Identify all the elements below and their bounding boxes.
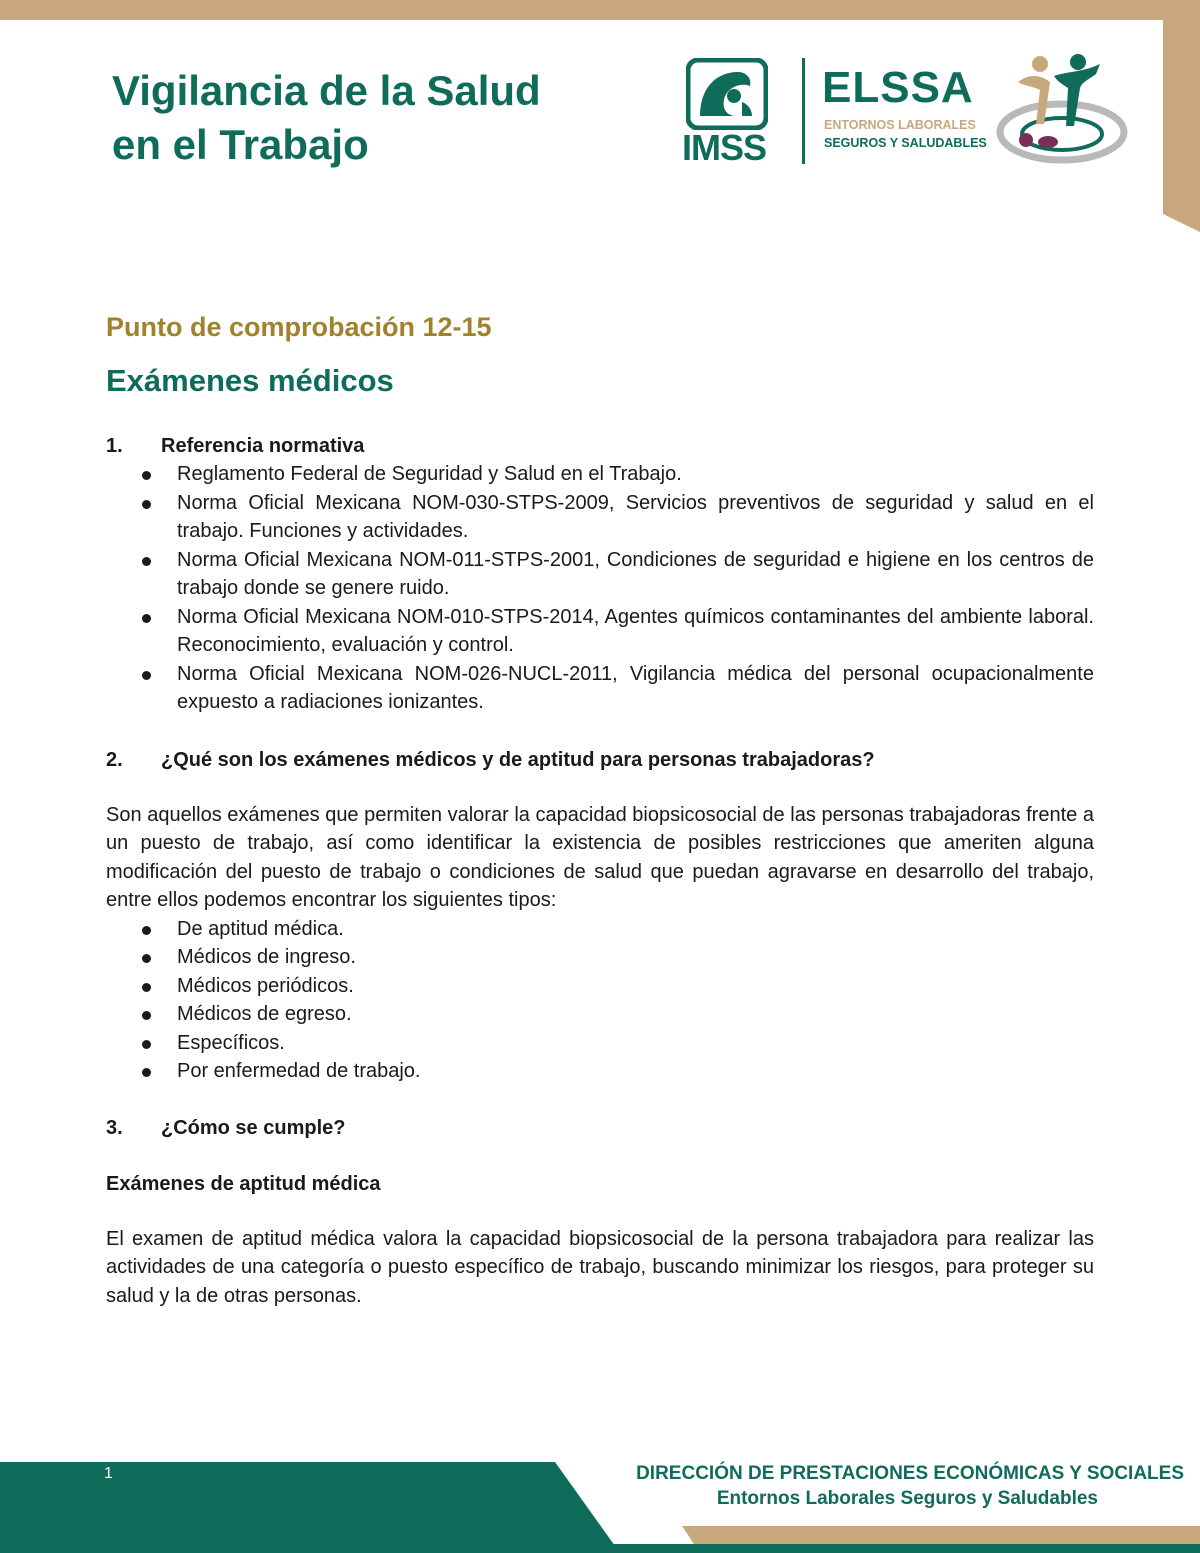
list-item: De aptitud médica. xyxy=(106,915,1094,944)
section-3-number: 3. xyxy=(106,1116,123,1139)
elssa-logo-text: ELSSA xyxy=(822,63,974,112)
section-3-paragraph: El examen de aptitud médica valora la capacidad biopsicosocial de la persona trabajadora para realizar las actividades de una categoría o puesto específico de trabajo, buscando minimizar los riesgos, para proteger su salud y la de otras personas. xyxy=(106,1227,1094,1307)
list-item: Médicos de ingreso. xyxy=(106,943,1094,972)
list-item: Norma Oficial Mexicana NOM-030-STPS-2009, Servicios preventivos de seguridad y salud en el trabajo. Funciones y actividades. xyxy=(106,489,1094,546)
section-3-heading xyxy=(106,1114,1094,1142)
list-item: Norma Oficial Mexicana NOM-011-STPS-2001, Condiciones de seguridad e higiene en los centros de trabajo donde se genere ruido. xyxy=(106,546,1094,603)
footer-program: Entornos Laborales Seguros y Saludables xyxy=(716,1488,1098,1509)
list-item: Médicos de egreso. xyxy=(106,1000,1094,1029)
section-1-number: 1. xyxy=(106,435,123,457)
section-2-paragraph: Son aquellos exámenes que permiten valorar la capacidad biopsicosocial de las personas trabajadoras frente a un puesto de trabajo, así como identificar la existencia de posibles restricciones que ameriten alguna modificación del puesto de trabajo o condiciones de salud que puedan agravarse en desarrollo del trabajo, entre ellos podemos encontrar los siguientes tipos: xyxy=(106,803,1094,911)
topic-title: Exámenes médicos xyxy=(106,363,394,398)
section-3-subheading: Exámenes de aptitud médica xyxy=(106,1172,381,1195)
section-2-title: ¿Qué son los exámenes médicos y de aptitud para personas trabajadoras? xyxy=(161,748,875,771)
page-footer xyxy=(0,1440,1200,1553)
elssa-tagline-2: SEGUROS Y SALUDABLES xyxy=(824,136,987,150)
footer-organization: DIRECCIÓN DE PRESTACIONES ECONÓMICAS Y SOCIALES xyxy=(636,1463,1184,1484)
list-item: Reglamento Federal de Seguridad y Salud en el Trabajo. xyxy=(106,460,1094,489)
exam-types-list xyxy=(106,915,1094,1086)
section-1-heading xyxy=(106,432,1094,460)
list-item: Norma Oficial Mexicana NOM-010-STPS-2014, Agentes químicos contaminantes del ambiente laboral. Reconocimiento, evaluación y control. xyxy=(106,603,1094,660)
section-1-title: Referencia normativa xyxy=(161,435,365,457)
page-number: 1 xyxy=(104,1465,113,1482)
list-item: Por enfermedad de trabajo. xyxy=(106,1057,1094,1086)
elssa-figures-icon xyxy=(988,52,1128,172)
imss-logo-text: IMSS xyxy=(682,127,767,168)
header-logos xyxy=(682,52,1132,172)
checkpoint-title: Punto de comprobación 12-15 xyxy=(106,312,492,342)
section-2-number: 2. xyxy=(106,748,123,771)
header-title-line1: Vigilancia de la Salud xyxy=(112,67,541,114)
list-item: Médicos periódicos. xyxy=(106,972,1094,1001)
section-3-title: ¿Cómo se cumple? xyxy=(161,1116,346,1139)
list-item: Norma Oficial Mexicana NOM-026-NUCL-2011, Vigilancia médica del personal ocupacionalmente expuesto a radiaciones ionizantes. xyxy=(106,660,1094,717)
elssa-tagline-1: ENTORNOS LABORALES xyxy=(824,118,976,132)
document-header-title xyxy=(112,64,541,172)
normative-references-list xyxy=(106,460,1094,717)
section-2-heading xyxy=(106,746,1094,774)
logo-divider xyxy=(802,58,805,164)
imss-eagle-icon xyxy=(686,58,768,130)
header-title-line2: en el Trabajo xyxy=(112,121,369,168)
document-body xyxy=(106,308,1094,1310)
list-item: Específicos. xyxy=(106,1029,1094,1058)
